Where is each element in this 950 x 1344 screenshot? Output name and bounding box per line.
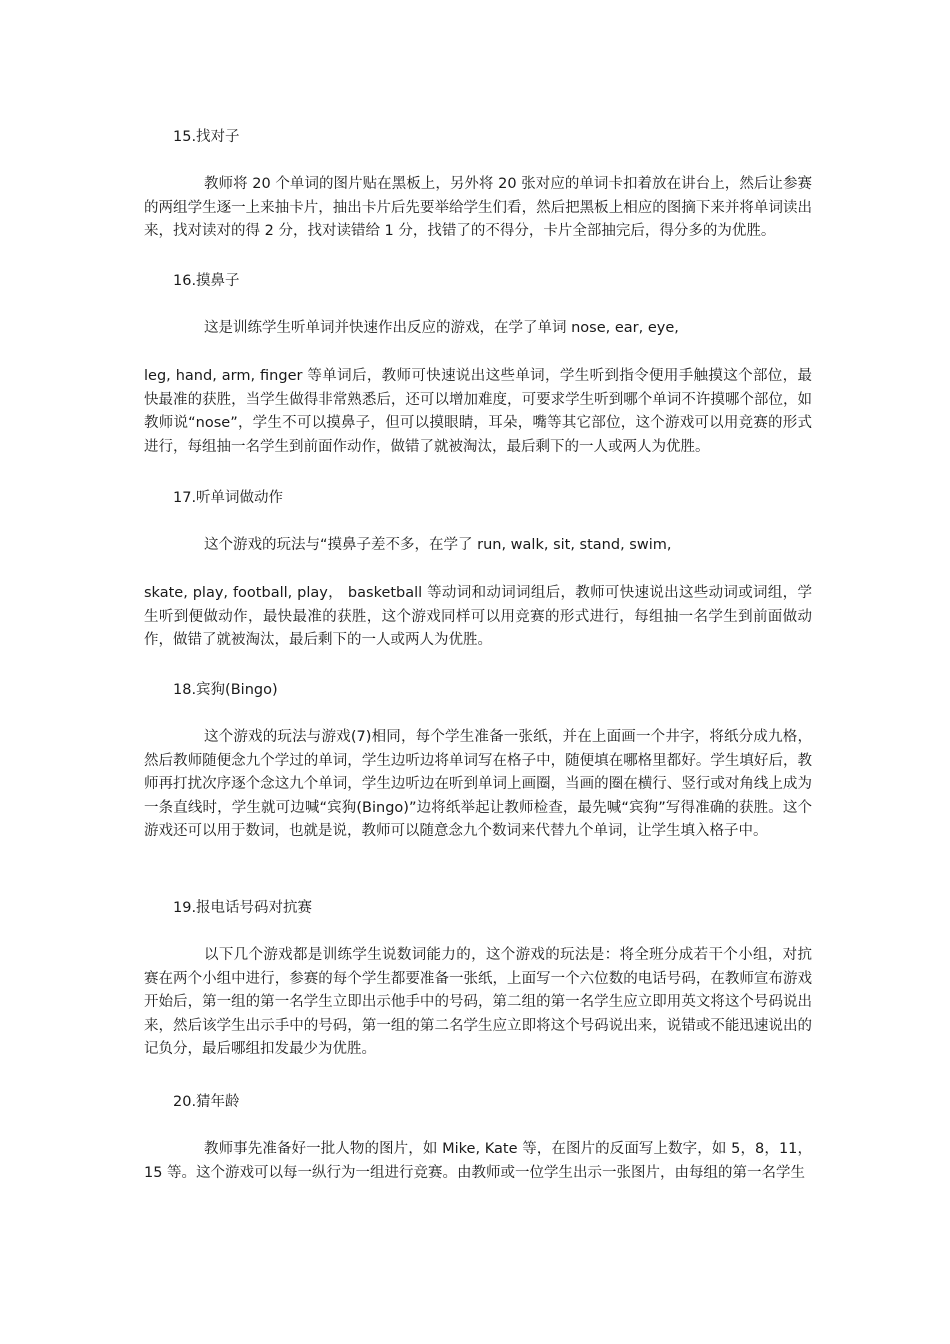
section-17-paragraph-1: 这个游戏的玩法与“摸鼻子差不多，在学了 run, walk, sit, stand, swim, [204, 537, 672, 553]
section-19-paragraph-1: 以下几个游戏都是训练学生说数词能力的，这个游戏的玩法是：将全班分成若干个小组，对抗赛在两个小组中进行，参赛的每个学生都要准备一张纸，上面写一个六位数的电话号码，在教师宣布游戏开始后，第一组的第一名学生立即出示他手中的号码，第二组的第一名学生应立即用英文将这个号码说出来，然后该学生出示手中的号码，第一组的第二名学生应立即将这个号码说出来，说错或不能迅速说出的记负分，最后哪组扣发最少为优胜。 [144, 947, 812, 1057]
section-heading-20: 20.猜年龄 [173, 1094, 240, 1110]
section-16-paragraph-1: 这是训练学生听单词并快速作出反应的游戏，在学了单词 nose, ear, eye, [204, 320, 679, 336]
section-15-paragraph-1: 教师将 20 个单词的图片贴在黑板上，另外将 20 张对应的单词卡扣着放在讲台上，然后让参赛的两组学生逐一上来抽卡片，抽出卡片后先要举给学生们看，然后把黑板上相应的图摘下来并将单词读出来，找对读对的得 2 分，找对读错给 1 分，找错了的不得分，卡片全部抽完后，得分多的为优胜。 [144, 176, 812, 239]
section-17-paragraph-2: skate, play, football, play， basketball 等动词和动词词组后，教师可快速说出这些动词或词组，学生听到便做动作，最快最准的获胜，这个游戏同样可以用竞赛的形式进行，每组抽一名学生到前面做动作，做错了就被淘汰，最后剩下的一人或两人为优胜。 [144, 585, 812, 648]
section-16-body [144, 365, 812, 459]
section-17-intro [144, 534, 812, 558]
section-17-body [144, 582, 812, 653]
section-16-paragraph-2: leg, hand, arm, finger 等单词后，教师可快速说出这些单词，学生听到指令便用手触摸这个部位，最快最准的获胜，当学生做得非常熟悉后，还可以增加难度，可要求学生听到哪个单词不许摸哪个部位，如教师说“nose”，学生不可以摸鼻子，但可以摸眼睛，耳朵，嘴等其它部位，这个游戏可以用竞赛的形式进行，每组抽一名学生到前面作动作，做错了就被淘汰，最后剩下的一人或两人为优胜。 [144, 368, 812, 455]
section-heading-15: 15.找对子 [173, 129, 240, 145]
section-18-paragraph-1: 这个游戏的玩法与游戏(7)相同，每个学生准备一张纸，并在上面画一个井字，将纸分成九格，然后教师随便念九个学过的单词，学生边听边将单词写在格子中，随便填在哪格里都好。学生填好后，教师再打扰次序逐个念这九个单词，学生边听边在听到单词上画圈，当画的圈在横行、竖行或对角线上成为一条直线时，学生就可边喊“宾狗(Bingo)”边将纸举起让教师检查，最先喊“宾狗”写得准确的获胜。这个游戏还可以用于数词，也就是说，教师可以随意念九个数词来代替九个单词，让学生填入格子中。 [144, 729, 812, 839]
section-heading-17: 17.听单词做动作 [173, 490, 284, 506]
section-heading-16: 16.摸鼻子 [173, 273, 240, 289]
section-20-body [144, 1138, 812, 1185]
section-16-intro [144, 317, 812, 341]
section-heading-19: 19.报电话号码对抗赛 [173, 900, 313, 916]
section-20-paragraph-1: 教师事先准备好一批人物的图片，如 Mike, Kate 等，在图片的反面写上数字，如 5，8，11，15 等。这个游戏可以每一纵行为一组进行竞赛。由教师或一位学生出示一张图片，由每组的第一名学生 [144, 1141, 812, 1181]
section-15-body [144, 173, 812, 244]
section-19-body [144, 944, 812, 1062]
section-heading-18: 18.宾狗(Bingo) [173, 682, 278, 698]
section-18-body [144, 726, 812, 844]
